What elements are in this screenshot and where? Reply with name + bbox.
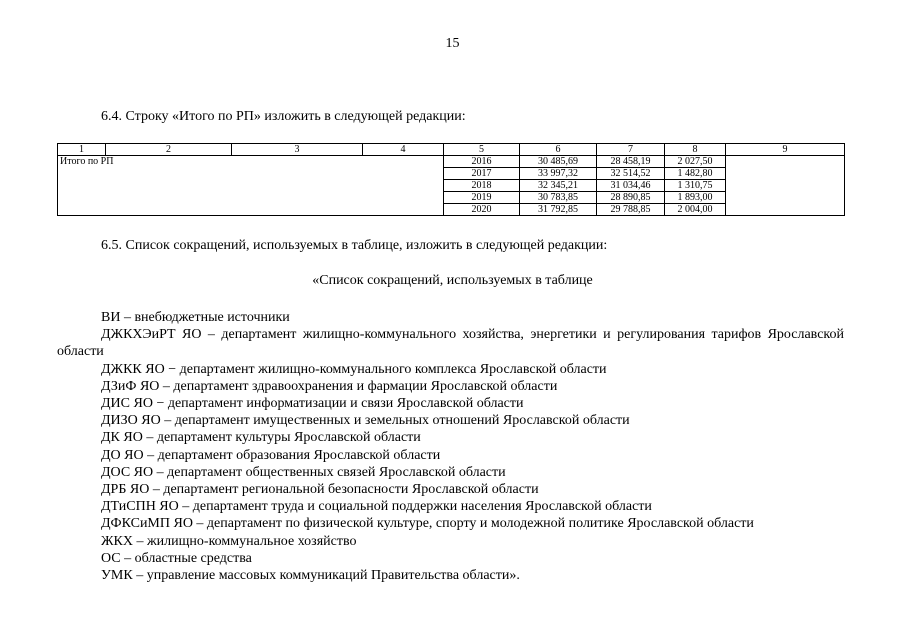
table-header-row [58,144,845,156]
value-cell: 31 034,46 [597,180,665,192]
value-cell: 2 004,00 [665,204,726,216]
value-cell: 28 890,85 [597,192,665,204]
header-cell: 4 [363,144,444,156]
list-item: ДО ЯО – департамент образования Ярославской области [101,447,441,463]
list-item: ВИ – внебюджетные источники [101,310,290,325]
section-6-5-text: 6.5. Список сокращений, используемых в таблице, изложить в следующей редакции: [101,238,608,253]
value-cell: 1 310,75 [665,180,726,192]
page-number: 15 [445,36,460,51]
year-cell: 2018 [444,180,520,192]
total-label-cell: Итого по РП [58,156,444,216]
abbreviation-list [57,309,844,584]
list-item: ДЖКХЭиРТ ЯО – департамент жилищно-коммунального хозяйства, энергетики и регулирования тарифов Ярославской области [57,327,844,360]
list-item: ЖКХ – жилищно-коммунальное хозяйство [101,533,357,549]
table-row [58,156,845,168]
list-item: ДИС ЯО − департамент информатизации и связи Ярославской области [101,396,524,412]
value-cell: 33 997,32 [520,168,597,180]
year-cell: 2016 [444,156,520,168]
totals-table [57,143,845,216]
section-6-4-text: 6.4. Строку «Итого по РП» изложить в следующей редакции: [101,109,466,124]
header-cell: 1 [58,144,106,156]
year-cell: 2020 [444,204,520,216]
year-cell: 2017 [444,168,520,180]
list-item: ДК ЯО – департамент культуры Ярославской области [101,430,421,446]
header-cell: 6 [520,144,597,156]
list-item: ДЗиФ ЯО – департамент здравоохранения и фармации Ярославской области [101,378,558,394]
value-cell: 32 514,52 [597,168,665,180]
value-cell: 29 788,85 [597,204,665,216]
value-cell: 32 345,21 [520,180,597,192]
year-cell: 2019 [444,192,520,204]
header-cell: 5 [444,144,520,156]
header-cell: 2 [106,144,232,156]
list-item: ДРБ ЯО – департамент региональной безопасности Ярославской области [101,482,539,498]
value-cell: 30 783,85 [520,192,597,204]
list-item: УМК – управление массовых коммуникаций Правительства области». [101,568,520,584]
header-cell: 3 [232,144,363,156]
value-cell: 28 458,19 [597,156,665,168]
header-cell: 7 [597,144,665,156]
value-cell: 1 482,80 [665,168,726,180]
value-cell: 30 485,69 [520,156,597,168]
list-item: ОС – областные средства [101,550,252,566]
value-cell: 31 792,85 [520,204,597,216]
list-item: ДТиСПН ЯО – департамент труда и социальной поддержки населения Ярославской области [101,499,652,515]
list-item: ДИЗО ЯО – департамент имущественных и земельных отношений Ярославской области [101,413,630,429]
abbreviation-list-title: «Список сокращений, используемых в таблице [312,273,593,288]
list-item: ДФКСиМП ЯО – департамент по физической культуре, спорту и молодежной политике Ярославской области [101,516,754,532]
value-cell: 2 027,50 [665,156,726,168]
header-cell: 9 [726,144,845,156]
list-item: ДЖКК ЯО − департамент жилищно-коммунального комплекса Ярославской области [101,361,607,377]
header-cell: 8 [665,144,726,156]
list-item: ДОС ЯО – департамент общественных связей Ярославской области [101,464,506,480]
empty-cell [726,156,845,216]
value-cell: 1 893,00 [665,192,726,204]
